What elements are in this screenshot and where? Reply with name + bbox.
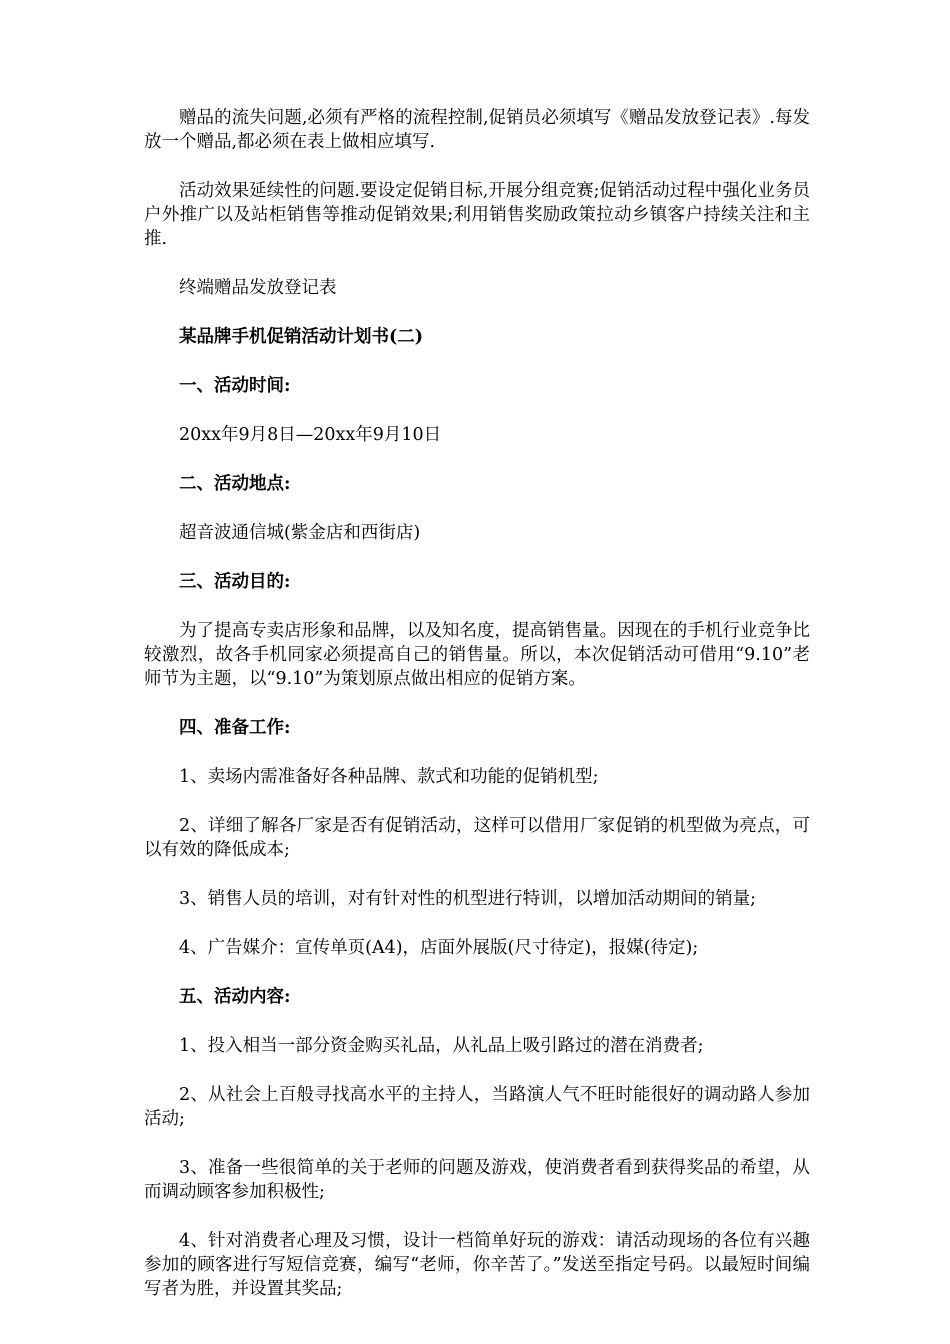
heading-activity-purpose: 三、活动目的: xyxy=(179,572,291,592)
list-item-preparation-4: 4、广告媒介：宣传单页(A4)，店面外展版(尺寸待定)，报媒(待定); xyxy=(179,938,699,958)
heading-activity-time: 一、活动时间: xyxy=(179,376,291,396)
paragraph-effect-continuity: 活动效果延续性的问题.要设定促销目标,开展分组竞赛;促销活动过程中强化业务员户外推广以及站柜销售等推动促销效果;利用销售奖励政策拉动乡镇客户持续关注和主推. xyxy=(144,181,810,249)
paragraph-activity-purpose: 为了提高专卖店形象和品牌，以及知名度，提高销售量。因现在的手机行业竞争比较激烈，故各手机同家必须提高自己的销售量。所以，本次促销活动可借用“9.10”老师节为主题，以“9.10”为策划原点做出相应的促销方案。 xyxy=(144,621,810,689)
document-page xyxy=(144,106,810,1326)
list-item-preparation-2: 2、详细了解各厂家是否有促销活动，这样可以借用厂家促销的机型做为亮点，可以有效的降低成本; xyxy=(144,816,810,860)
heading-activity-content: 五、活动内容: xyxy=(179,987,291,1007)
paragraph-gift-loss: 赠品的流失问题,必须有严格的流程控制,促销员必须填写《赠品发放登记表》.每发放一个赠品,都必须在表上做相应填写. xyxy=(144,108,810,152)
list-item-content-2: 2、从社会上百般寻找高水平的主持人，当路演人气不旺时能很好的调动路人参加活动; xyxy=(144,1085,810,1129)
list-item-content-4: 4、针对消费者心理及习惯，设计一档简单好玩的游戏：请活动现场的各位有兴趣参加的顾客进行写短信竞赛，编写“老师，你辛苦了。”发送至指定号码。以最短时间编写者为胜，并设置其奖品; xyxy=(144,1231,810,1299)
section-title-plan: 某品牌手机促销活动计划书(二) xyxy=(179,327,424,347)
list-item-preparation-1: 1、卖场内需准备好各种品牌、款式和功能的促销机型; xyxy=(179,767,599,787)
list-item-content-3: 3、准备一些很简单的关于老师的问题及游戏，使消费者看到获得奖品的希望，从而调动顾客参加积极性; xyxy=(144,1158,810,1202)
list-item-content-1: 1、投入相当一部分资金购买礼品，从礼品上吸引路过的潜在消费者; xyxy=(179,1036,704,1056)
heading-preparation: 四、准备工作: xyxy=(179,718,291,738)
heading-activity-location: 二、活动地点: xyxy=(179,474,291,494)
paragraph-activity-time: 20xx年9月8日—20xx年9月10日 xyxy=(179,425,442,445)
list-item-preparation-3: 3、销售人员的培训，对有针对性的机型进行特训，以增加活动期间的销量; xyxy=(179,889,757,909)
paragraph-activity-location: 超音波通信城(紫金店和西街店) xyxy=(179,523,421,543)
paragraph-gift-register-title: 终端赠品发放登记表 xyxy=(179,278,337,298)
